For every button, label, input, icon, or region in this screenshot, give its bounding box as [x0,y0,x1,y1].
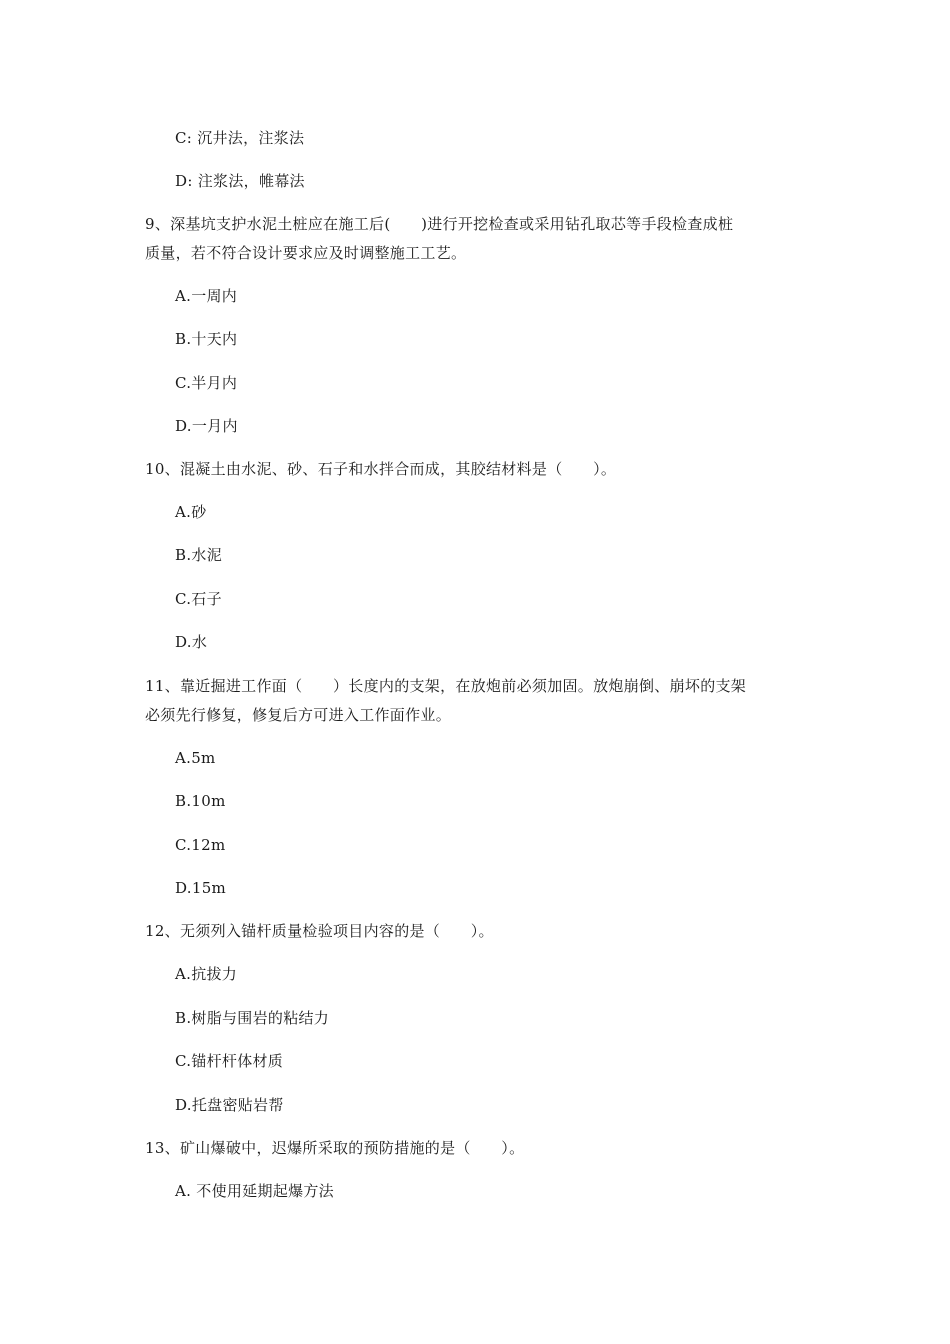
option-d: D: 注浆法，帷幕法 [175,172,305,190]
question-11-option-c: C.12m [175,836,226,854]
question-10-stem-line-1: 10、混凝土由水泥、砂、石子和水拌合而成，其胶结材料是（ ）。 [145,460,617,478]
question-12-option-c: C.锚杆杆体材质 [175,1052,284,1070]
question-10-option-c: C.石子 [175,590,222,608]
question-10-option-b: B.水泥 [175,546,222,564]
question-12-option-a: A.抗拔力 [175,965,238,983]
question-12-stem-line-1: 12、无须列入锚杆质量检验项目内容的是（ ）。 [145,922,494,940]
question-9-option-d: D.一月内 [175,417,238,435]
question-9-option-a: A.一周内 [175,287,238,305]
question-13-option-a: A. 不使用延期起爆方法 [175,1182,334,1200]
question-10-option-a: A.砂 [175,503,207,521]
question-11-stem-line-2: 必须先行修复，修复后方可进入工作面作业。 [145,706,452,724]
question-12-option-b: B.树脂与围岩的粘结力 [175,1009,330,1027]
question-11-option-b: B.10m [175,792,226,810]
question-13-stem-line-1: 13、矿山爆破中，迟爆所采取的预防措施的是（ ）。 [145,1139,525,1157]
question-11-option-d: D.15m [175,879,227,897]
question-9-option-c: C.半月内 [175,374,238,392]
question-9-option-b: B.十天内 [175,330,238,348]
question-12-option-d: D.托盘密贴岩帮 [175,1096,284,1114]
option-c: C: 沉井法，注浆法 [175,129,305,147]
question-11-stem-line-1: 11、靠近掘进工作面（ ）长度内的支架，在放炮前必须加固。放炮崩倒、崩坏的支架 [145,677,747,695]
question-9-stem-line-1: 9、深基坑支护水泥土桩应在施工后( )进行开挖检查或采用钻孔取芯等手段检查成桩 [145,215,734,233]
question-11-option-a: A.5m [175,749,216,767]
question-10-option-d: D.水 [175,633,208,651]
question-9-stem-line-2: 质量，若不符合设计要求应及时调整施工工艺。 [145,244,467,262]
